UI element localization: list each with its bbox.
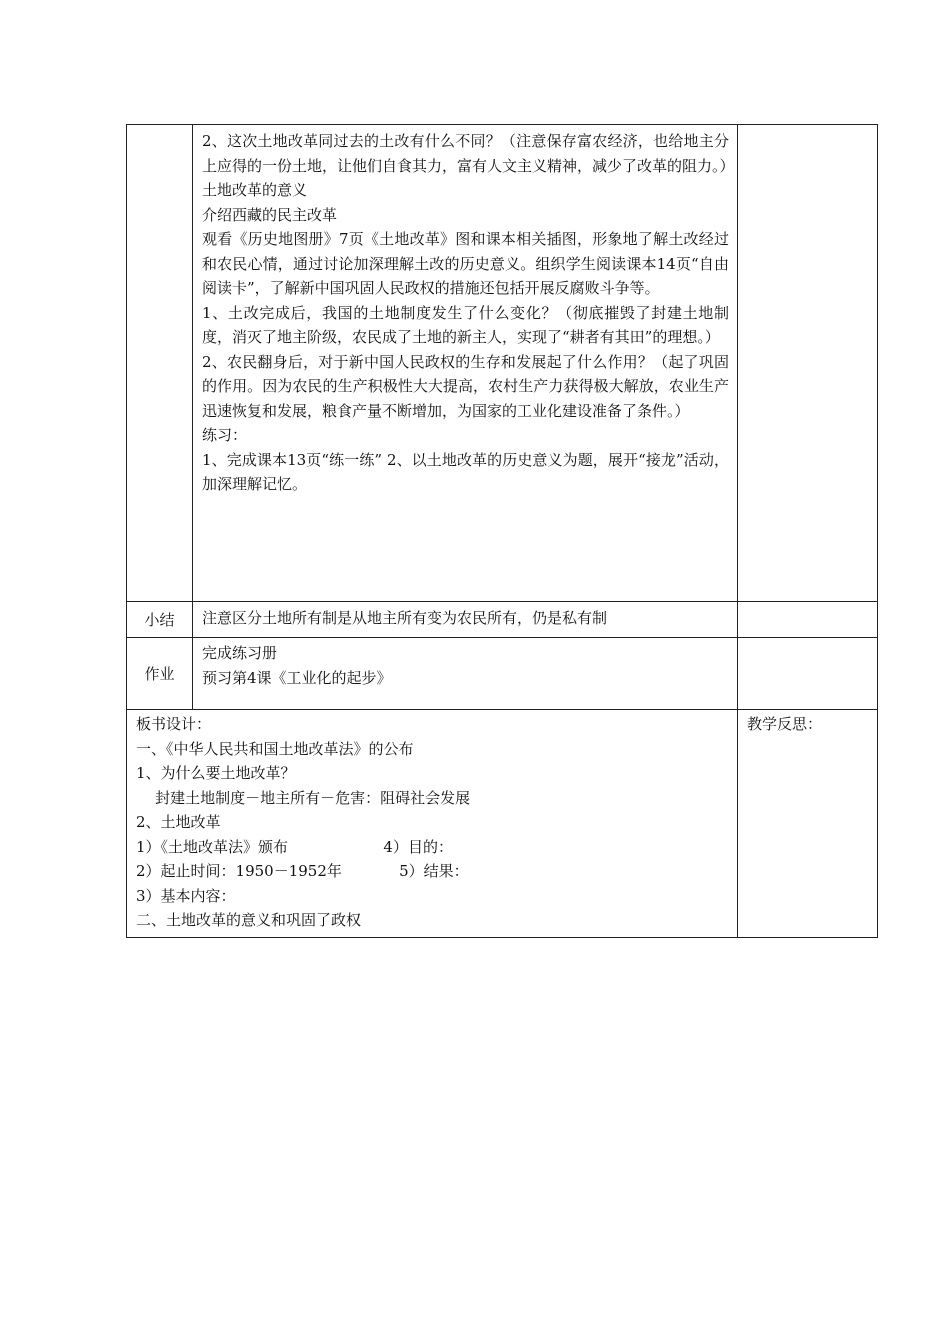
homework-content-cell <box>193 638 738 710</box>
content-paragraph: 1、土改完成后，我国的土地制度发生了什么变化？（彻底摧毁了封建土地制度，消灭了地主阶级，农民成了土地的新主人，实现了“耕者有其田”的理想。） <box>202 303 729 346</box>
homework-notes-cell <box>738 638 878 710</box>
board-line: 3）基本内容： <box>136 886 236 905</box>
board-design <box>127 710 737 937</box>
board-line: 一、《中华人民共和国土地改革法》的公布 <box>136 739 414 758</box>
summary-row <box>127 602 878 638</box>
content-paragraph: 练习： <box>202 426 248 444</box>
main-row-label-cell <box>127 125 193 602</box>
content-paragraph: 2、这次土地改革同过去的土改有什么不同？（注意保存富农经济，也给地主分上应得的一份土地，让他们自食其力，富有人文主义精神，减少了改革的阻力。） <box>202 132 735 175</box>
board-line: 封建土地制度－地主所有－危害：阻碍社会发展 <box>136 788 471 807</box>
content-paragraph: 介绍西藏的民主改革 <box>202 205 338 224</box>
homework-content <box>193 638 737 694</box>
content-paragraph: 2、农民翻身后，对于新中国人民政权的生存和发展起了什么作用？（起了巩固的作用。因为农民的生产积极性大大提高，农村生产力获得极大解放，农业生产迅速恢复和发展，粮食产量不断增加，为国家的工业化建设准备了条件。） <box>202 352 729 420</box>
main-content <box>193 125 737 501</box>
homework-line: 完成练习册 <box>202 644 278 662</box>
reflection-title: 教学反思： <box>747 715 823 733</box>
summary-content-cell <box>193 602 738 638</box>
board-title: 板书设计： <box>136 715 212 733</box>
homework-label: 作业 <box>127 638 193 710</box>
board-line: 2）起止时间：1950－1952年 5）结果： <box>136 862 469 880</box>
content-paragraph: 1、完成课本13页“练一练” 2、以土地改革的历史意义为题，展开“接龙”活动，加深理解记忆。 <box>202 450 729 493</box>
board-row <box>127 710 878 938</box>
summary-label: 小结 <box>127 602 193 638</box>
board-line: 1、为什么要土地改革？ <box>136 764 296 782</box>
summary-notes-cell <box>738 602 878 638</box>
main-row-content-cell <box>193 125 738 602</box>
summary-text: 注意区分土地所有制是从地主所有变为农民所有，仍是私有制 <box>202 609 608 627</box>
main-content-row <box>127 125 878 602</box>
board-design-cell <box>127 710 738 938</box>
reflection-cell <box>738 710 878 938</box>
board-line: 2、土地改革 <box>136 813 221 831</box>
content-paragraph: 观看《历史地图册》7页《土地改革》图和课本相关插图，形象地了解土改经过和农民心情，通过讨论加深理解土改的历史意义。组织学生阅读课本14页“自由阅读卡”，了解新中国巩固人民政权的措施还包括开展反腐败斗争等。 <box>202 230 729 297</box>
board-line: 二、土地改革的意义和巩固了政权 <box>136 911 362 929</box>
lesson-plan-table <box>126 124 878 938</box>
homework-line: 预习第4课《工业化的起步》 <box>202 668 392 687</box>
content-paragraph: 土地改革的意义 <box>202 181 308 199</box>
main-row-notes-cell <box>738 125 878 602</box>
board-line: 1）《土地改革法》颁布 4）目的： <box>136 837 453 856</box>
homework-row <box>127 638 878 710</box>
